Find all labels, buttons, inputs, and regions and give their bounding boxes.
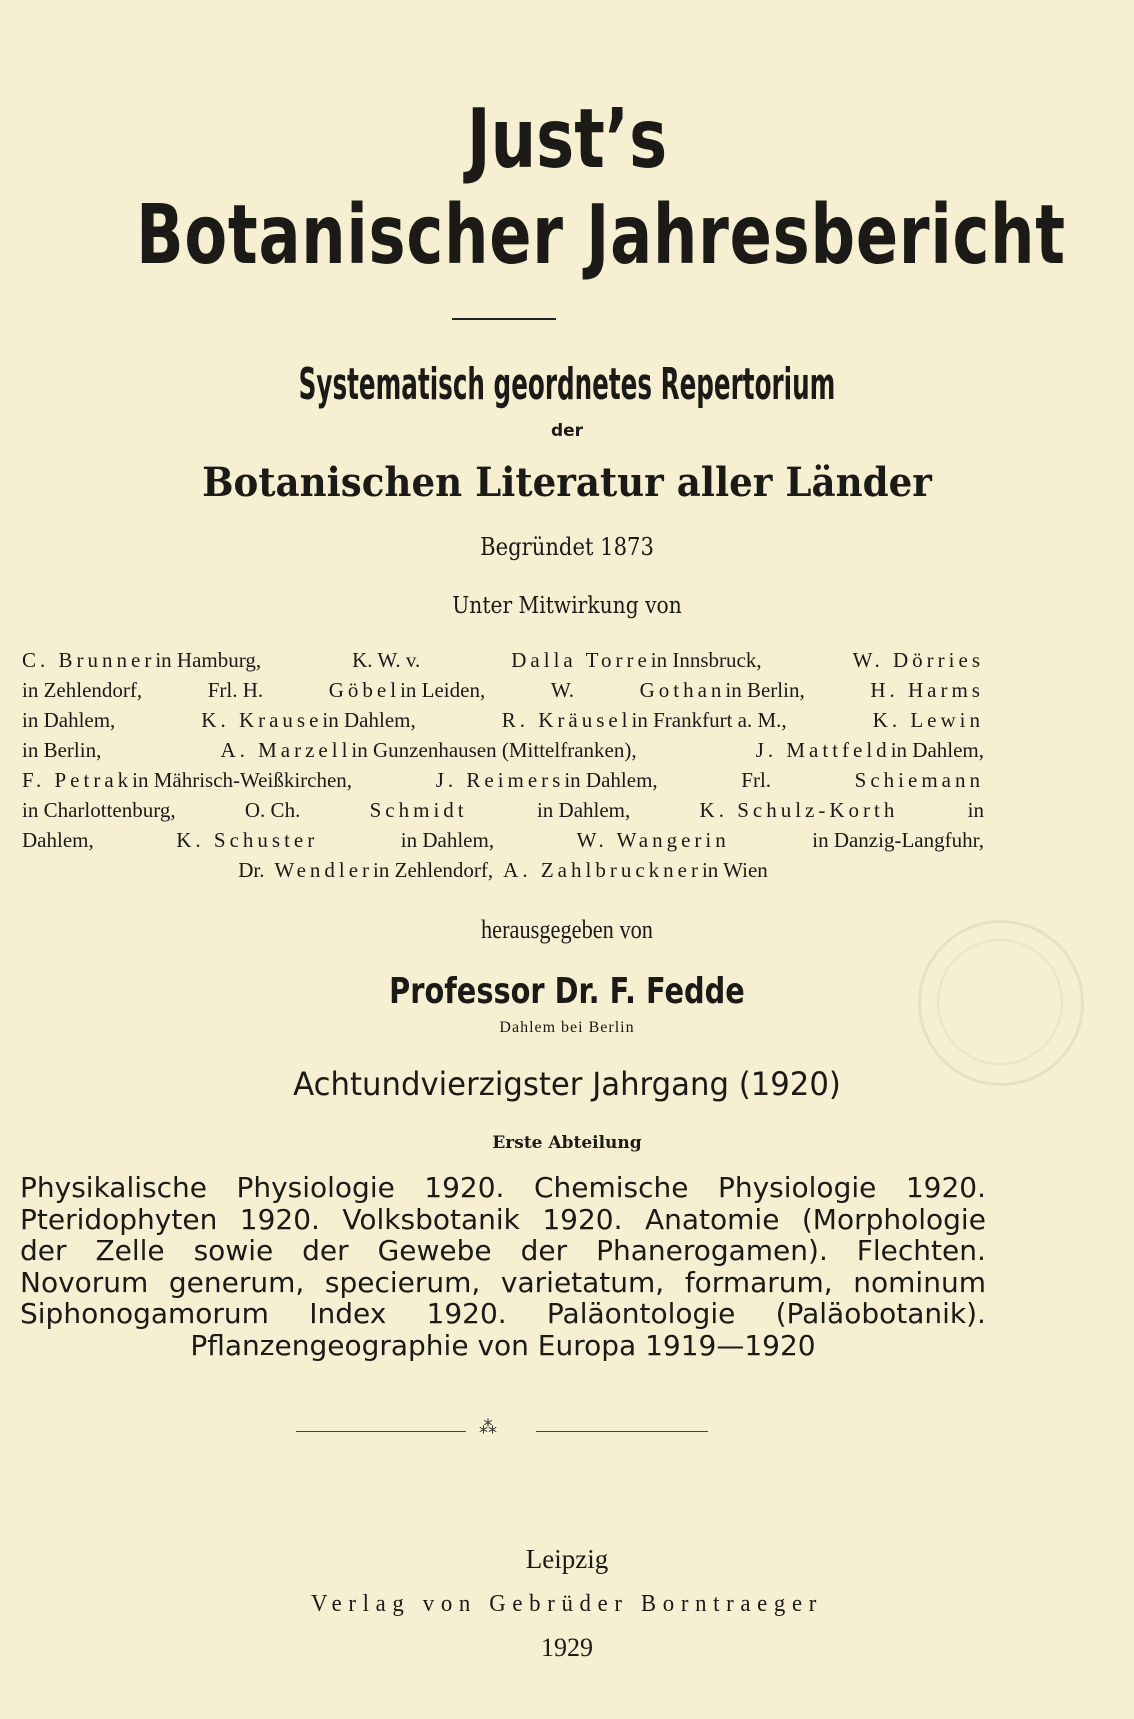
contributor-location: in Gunzenhausen (Mittelfranken),: [351, 738, 637, 762]
contributor-location: in Dahlem,: [536, 798, 631, 822]
contributor-location: in Dahlem,: [22, 708, 116, 732]
title-line-1: Just’s: [466, 92, 668, 187]
contributor-name: Göbel: [328, 678, 401, 702]
contents-word: Gewebe: [377, 1234, 492, 1267]
contents-line: [20, 1298, 986, 1330]
contributor-name: K. Schulz-Korth: [699, 798, 899, 822]
contributor-segment: [756, 735, 984, 765]
contents-word: Pflanzengeographie von Europa 1919—1920: [190, 1328, 816, 1362]
contributor-location: in Dahlem,: [400, 828, 495, 852]
contributor-location: in Mährisch-Weißkirchen,: [132, 768, 353, 792]
contributor-location: in Zehlendorf,: [373, 858, 494, 882]
ornament-divider: [296, 1417, 708, 1438]
contents-word: Novorum: [20, 1265, 149, 1299]
contributor-line: [22, 675, 984, 705]
contributor-segment: [238, 855, 264, 885]
contents-word: Volksbotanik: [342, 1202, 520, 1236]
contributor-location: O. Ch.: [244, 798, 301, 822]
contributor-name: Wendler: [274, 858, 374, 882]
contributor-name: H. Harms: [870, 678, 984, 702]
contents-word: Pteridophyten: [20, 1202, 218, 1236]
contributor-location: W.: [550, 678, 574, 702]
imprint-city: Leipzig: [525, 1544, 609, 1574]
contributor-segment: [22, 705, 115, 735]
contributor-line: [22, 765, 984, 795]
contributor-line: [22, 735, 984, 765]
contributor-segment: [274, 855, 493, 885]
contents-word: specierum,: [324, 1265, 481, 1299]
contributor-line: [22, 825, 984, 855]
title-line-2: Botanischer Jahresbericht: [136, 188, 1066, 283]
contributor-segment: [436, 765, 658, 795]
contents-word: Phanerogamen).: [596, 1234, 828, 1267]
contributor-name: K. Lewin: [872, 708, 984, 732]
title-divider: [452, 318, 556, 320]
editor-location: Dahlem bei Berlin: [499, 1019, 635, 1036]
contents-word: Physiologie: [717, 1171, 877, 1204]
contributor-segment: [577, 825, 730, 855]
contributor-segment: [741, 765, 771, 795]
contributor-segment: [22, 735, 101, 765]
contents-word: Flechten.: [856, 1234, 986, 1267]
contents-line: [20, 1330, 986, 1362]
contributor-location: in: [967, 798, 984, 822]
contributor-name: W. Dörries: [852, 648, 984, 672]
contributor-line: [22, 645, 984, 675]
contributor-segment: [812, 825, 984, 855]
contributor-location: Dahlem,: [22, 828, 94, 852]
contributor-location: in Dahlem,: [322, 708, 416, 732]
subtitle-connector: der: [550, 421, 584, 441]
contributor-location: in Innsbruck,: [650, 648, 762, 672]
contributor-location: in Dahlem,: [564, 768, 658, 792]
contributor-name: Dalla Torre: [511, 648, 651, 672]
contents-word: Zelle: [95, 1234, 165, 1267]
contents-word: (Paläobotanik).: [775, 1297, 986, 1330]
volume-title: Achtundvierzigster Jahrgang (1920): [293, 1065, 841, 1103]
contents-word: der: [302, 1234, 349, 1267]
contributor-segment: [176, 825, 318, 855]
contributor-name: R. Kräusel: [501, 708, 632, 732]
contributor-location: in Wien: [701, 858, 768, 882]
contributor-segment: [329, 675, 485, 705]
contributor-name: J. Reimers: [435, 768, 565, 792]
contributor-segment: [22, 795, 176, 825]
contributor-name: Schmidt: [369, 798, 468, 822]
subtitle-line-2: Botanischen Literatur aller Länder: [202, 459, 932, 506]
contributor-name: J. Mattfeld: [755, 738, 891, 762]
founded-note: Begründet 1873: [480, 533, 654, 561]
contributor-location: in Charlottenburg,: [22, 798, 176, 822]
contributor-location: Frl.: [741, 768, 772, 792]
contents-list: [20, 1172, 986, 1361]
contributor-segment: [22, 765, 352, 795]
contributor-segment: [201, 705, 415, 735]
contents-word: 1920.: [424, 1171, 505, 1204]
contributor-line: [22, 855, 984, 885]
imprint-publisher: Verlag von Gebrüder Borntraeger: [311, 1591, 823, 1617]
contributor-name: A. Marzell: [220, 738, 352, 762]
contributor-segment: [22, 645, 261, 675]
contents-word: (Morphologie: [801, 1202, 986, 1236]
contents-word: sowie: [193, 1234, 274, 1267]
contributor-segment: [401, 825, 494, 855]
contents-word: formarum,: [684, 1265, 833, 1299]
contributors-list: [22, 645, 984, 885]
contents-line: [20, 1235, 986, 1267]
contributor-line: [22, 795, 984, 825]
editor-intro: herausgegeben von: [481, 915, 653, 944]
contents-line: [20, 1204, 986, 1236]
contributor-segment: [511, 645, 761, 675]
contributor-location: K. W. v.: [352, 648, 421, 672]
contributor-segment: [873, 705, 984, 735]
contributor-segment: [370, 795, 468, 825]
contents-word: Anatomie: [644, 1202, 780, 1236]
contributor-segment: [640, 675, 805, 705]
contents-word: 1920.: [239, 1202, 320, 1236]
contents-word: Physikalische: [20, 1171, 207, 1204]
contributor-segment: [870, 675, 984, 705]
contributor-name: K. Schuster: [176, 828, 319, 852]
contributor-segment: [208, 675, 263, 705]
contributor-location: in Zehlendorf,: [22, 678, 143, 702]
contents-word: Physiologie: [236, 1171, 395, 1204]
contents-line: [20, 1172, 986, 1204]
contributor-name: K. Krause: [201, 708, 323, 732]
contributor-location: in Danzig-Langfuhr,: [812, 828, 984, 852]
contributor-name: A. Zahlbruckner: [503, 858, 702, 882]
contributor-location: in Leiden,: [400, 678, 486, 702]
contents-word: varietatum,: [500, 1265, 665, 1299]
contents-word: 1920.: [426, 1297, 507, 1330]
contributor-location: in Frankfurt a. M.,: [631, 708, 787, 732]
cooperation-intro: Unter Mitwirkung von: [452, 593, 682, 619]
contributor-segment: [502, 705, 787, 735]
subtitle-line-1: Systematisch geordnetes Repertorium: [298, 359, 836, 410]
contributor-segment: [352, 645, 420, 675]
contributor-segment: [551, 675, 574, 705]
contributor-location: Frl. H.: [207, 678, 264, 702]
contents-word: generum,: [168, 1265, 305, 1299]
contents-word: 1920.: [542, 1202, 623, 1236]
contents-word: Siphonogamorum: [20, 1297, 269, 1330]
contents-word: Chemische: [533, 1171, 689, 1204]
contents-line: [20, 1267, 986, 1299]
contributor-segment: [22, 825, 94, 855]
contributor-name: Gothan: [639, 678, 726, 702]
contents-word: Paläontologie: [546, 1297, 736, 1330]
contributor-location: in Hamburg,: [155, 648, 262, 672]
contributor-location: in Berlin,: [725, 678, 805, 702]
contributor-segment: [853, 645, 984, 675]
ornament-flourish-icon: ⁂: [479, 1417, 497, 1438]
editor-name: Professor Dr. F. Fedde: [389, 971, 745, 1012]
contributor-name: F. Petrak: [22, 768, 133, 792]
contributor-name: W. Wangerin: [576, 828, 730, 852]
contributor-location: in Dahlem,: [890, 738, 984, 762]
contributor-segment: [537, 795, 630, 825]
contents-word: der: [520, 1234, 568, 1267]
contributor-segment: [503, 855, 768, 885]
contents-word: Index: [309, 1297, 387, 1330]
contributor-segment: [220, 735, 636, 765]
contents-word: 1920.: [905, 1171, 986, 1204]
contributor-name: C. Brunner: [22, 648, 156, 672]
contributor-segment: [245, 795, 300, 825]
imprint-year: 1929: [541, 1633, 593, 1662]
contributor-segment: [700, 795, 899, 825]
contributor-name: Schiemann: [854, 768, 984, 792]
contributor-location: in Berlin,: [22, 738, 102, 762]
contents-word: nominum: [853, 1265, 986, 1299]
contributor-location: Dr.: [238, 858, 265, 882]
contributor-segment: [22, 675, 142, 705]
contributor-line: [22, 705, 984, 735]
contents-word: der: [20, 1234, 67, 1267]
contributor-segment: [968, 795, 984, 825]
part-label: Erste Abteilung: [492, 1133, 642, 1153]
contributor-segment: [855, 765, 984, 795]
